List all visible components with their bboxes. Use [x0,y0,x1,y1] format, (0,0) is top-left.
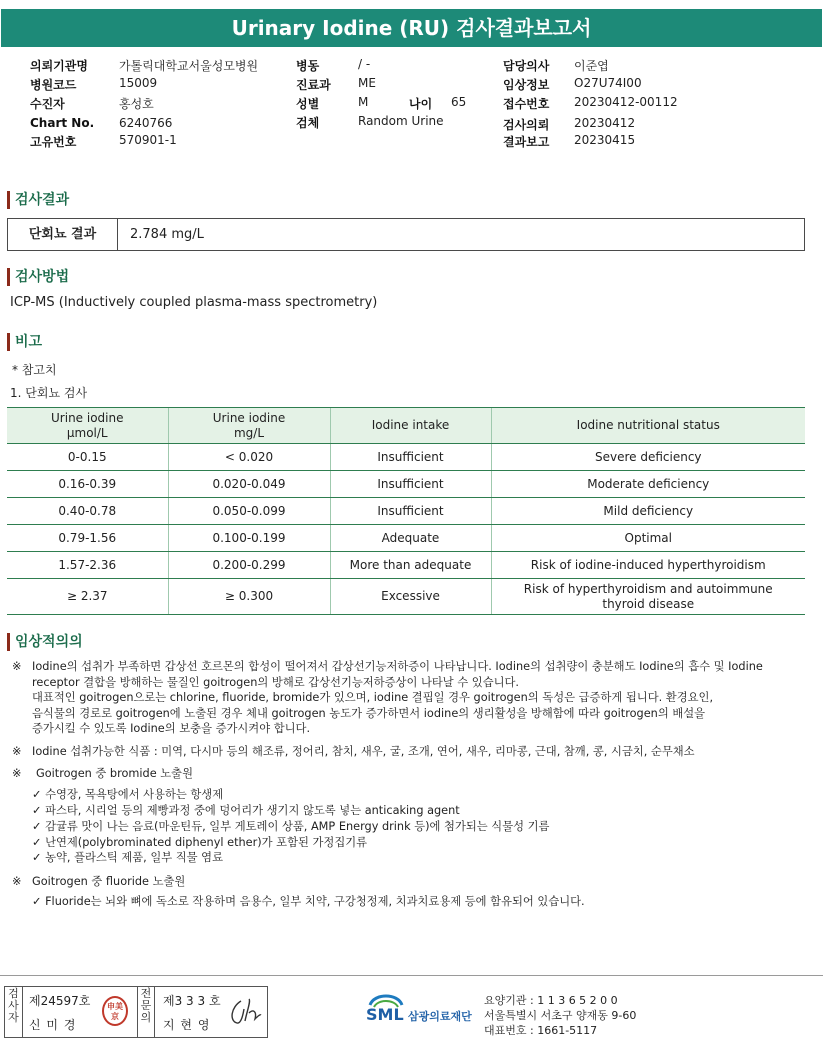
note-line: receptor 결합을 방해하는 물질인 goitrogen의 방해로 갑상선기능저하증상이 나타날 수 있습니다. [32,675,520,689]
check-icon: ✓ [32,788,42,801]
ward-label: 병동 [296,59,320,73]
table-cell: Risk of iodine-induced hyperthyroidism [491,552,805,579]
sex: M [358,95,369,109]
check-icon: ✓ [32,804,42,817]
table-cell: Adequate [330,525,491,552]
note-line: 대표적인 goitrogen으로는 chlorine, fluoride, bromide가 있으며, iodine 결핍일 경우 goitrogen의 독성은 급증하게 됩니다. 환경요인, [32,691,714,704]
age-label: 나이 [409,97,433,111]
section-method-heading: 검사방법 [7,268,69,286]
receipt-no-label: 접수번호 [503,97,550,111]
referring-institution-label: 의뢰기관명 [30,59,88,73]
bromide-item: ✓ 파스타, 시리얼 등의 제빵과정 중에 덩어리가 생기지 않도록 넣는 anticaking agent [32,804,460,817]
section-clinical-heading: 임상적의의 [7,633,83,651]
reference-label: * 참고치 [12,363,57,377]
bromide-item: ✓ 감귤류 맛이 나는 음료(마운틴듀, 일부 게토레이 상품, AMP Energy drink 등)에 첨가되는 식물성 기름 [32,820,550,833]
referring-institution: 가톨릭대학교서울성모병원 [119,59,259,73]
table-row [7,579,805,615]
note-line: 증가시킬 수 있도록 Iodine의 보충을 증가시켜야 합니다. [32,722,311,735]
table-cell: ≥ 2.37 [7,579,168,615]
reference-mark-icon: ※ [12,745,22,758]
table-row [7,525,805,552]
chart-no: 6240766 [119,116,173,130]
bromide-item: ✓ 수영장, 목욕탕에서 사용하는 항생제 [32,788,224,801]
table-cell: ≥ 0.300 [168,579,330,615]
table-cell: Risk of hyperthyroidism and autoimmune thyroid disease [491,579,805,615]
table-cell: Mild deficiency [491,498,805,525]
check-icon: ✓ [32,895,42,908]
table-cell: 0.16-0.39 [7,471,168,498]
report-title: Urinary Iodine (RU) 검사결과보고서 [1,9,822,47]
patient-info [0,55,823,155]
specialist-label: 전문의 [137,987,155,1037]
header-urine-iodine-mg: Urine iodine mg/L [168,408,330,444]
org-address: 서울특별시 서초구 양재동 9-60 [484,1009,637,1022]
result-report-date: 20230415 [574,133,636,147]
hospital-code-label: 병원코드 [30,78,77,92]
chart-no-label: Chart No. [30,116,95,130]
result-label: 단회뇨 결과 [8,219,118,250]
physician: 이준엽 [574,59,609,73]
footer [0,975,823,1049]
receipt-no: 20230412-00112 [574,95,678,109]
signature-box [4,986,268,1038]
physician-label: 담당의사 [503,59,550,73]
check-icon: ✓ [32,851,42,864]
note-line: Iodine의 섭취가 부족하면 갑상선 호르몬의 합성이 떨어져서 갑상선기능저하증이 나타납니다. Iodine의 섭취량이 충분해도 Iodine의 흡수 및 Iodine [32,660,763,673]
specimen-label: 검체 [296,116,320,130]
table-row [7,471,805,498]
table-cell: Insufficient [330,498,491,525]
specialist-license-no: 제3 3 3 호 [163,994,221,1008]
check-icon: ✓ [32,836,42,849]
table-cell: 0.050-0.099 [168,498,330,525]
reference-mark-icon: ※ [12,660,22,673]
reference-table-header [7,408,805,444]
bromide-item: ✓ 난연제(polybrominated diphenyl ether)가 포함된 가정집기류 [32,836,368,849]
tester-license-no: 제24597호 [29,994,91,1008]
clinical-info: O27U74I00 [574,76,642,90]
table-cell: 1.57-2.36 [7,552,168,579]
sex-label: 성별 [296,97,320,111]
result-box [7,218,805,251]
section-remarks-heading: 비고 [7,333,42,351]
table-cell: 0-0.15 [7,444,168,471]
single-urine-label: 1. 단회뇨 검사 [10,386,88,400]
header-urine-iodine-umol: Urine iodine μmol/L [7,408,168,444]
patient-label: 수진자 [30,97,65,111]
reference-table [7,407,805,615]
table-cell: < 0.020 [168,444,330,471]
department: ME [358,76,376,90]
table-cell: 0.40-0.78 [7,498,168,525]
org-code: 요양기관 : 1 1 3 6 5 2 0 0 [484,994,618,1007]
table-cell: 0.200-0.299 [168,552,330,579]
check-icon: ✓ [32,820,42,833]
table-cell: Insufficient [330,471,491,498]
ward: / - [358,57,371,71]
specialist-signature-icon [227,995,263,1029]
org-info [484,993,636,1038]
department-label: 진료과 [296,78,331,92]
table-row [7,498,805,525]
patient-name: 홍성호 [119,97,154,111]
result-value: 2.784 mg/L [130,227,204,242]
method-text: ICP-MS (Inductively coupled plasma-mass spectrometry) [10,295,378,310]
sml-logo [366,989,484,1029]
table-cell: Optimal [491,525,805,552]
table-cell: Excessive [330,579,491,615]
reference-mark-icon: ※ [12,875,22,888]
note-line: 음식물의 경로로 goitrogen에 노출된 경우 체내 goitrogen 농도가 증가하면서 iodine의 생리활성을 방해함에 따라 goitrogen의 배설을 [32,706,706,720]
test-request-label: 검사의뢰 [503,118,550,132]
logo-text: SML [366,1005,404,1024]
result-report-label: 결과보고 [503,135,550,149]
tester-label: 검사자 [5,987,23,1037]
age: 65 [451,95,467,109]
org-phone: 대표번호 : 1661-5117 [484,1024,598,1037]
table-cell: Insufficient [330,444,491,471]
hospital-code: 15009 [119,76,158,90]
table-cell: Moderate deficiency [491,471,805,498]
table-cell: More than adequate [330,552,491,579]
specialist-name: 지 현 영 [163,1018,211,1032]
clinical-info-label: 임상정보 [503,78,550,92]
table-cell: 0.79-1.56 [7,525,168,552]
table-row [7,552,805,579]
note-line: Goitrogen 중 fluoride 노출원 [32,875,186,888]
reference-mark-icon: ※ [12,767,22,780]
bromide-item: ✓ 농약, 플라스틱 제품, 일부 직물 염료 [32,851,223,864]
table-row [7,444,805,471]
fluoride-item: ✓ Fluoride는 뇌와 뼈에 독소로 작용하며 음용수, 일부 치약, 구강청정제, 치과치료용제 등에 함유되어 있습니다. [32,895,585,908]
org-name: 삼광의료재단 [408,1010,472,1023]
test-request-date: 20230412 [574,116,636,130]
tester-name: 신 미 경 [29,1018,77,1032]
table-cell: Severe deficiency [491,444,805,471]
unique-no-label: 고유번호 [30,135,77,149]
tester-seal: 申美京 [102,996,128,1026]
note-line: Iodine 섭취가능한 식품 : 미역, 다시마 등의 해조류, 정어리, 참치, 새우, 굴, 조개, 연어, 새우, 리마콩, 근대, 참깨, 콩, 시금치, 순무채소 [32,745,695,758]
note-line: Goitrogen 중 bromide 노출원 [36,767,193,780]
unique-no: 570901-1 [119,133,177,147]
header-nutritional-status: Iodine nutritional status [491,408,805,444]
specimen: Random Urine [358,114,444,128]
section-result-heading: 검사결과 [7,191,69,209]
table-cell: 0.100-0.199 [168,525,330,552]
header-iodine-intake: Iodine intake [330,408,491,444]
table-cell: 0.020-0.049 [168,471,330,498]
